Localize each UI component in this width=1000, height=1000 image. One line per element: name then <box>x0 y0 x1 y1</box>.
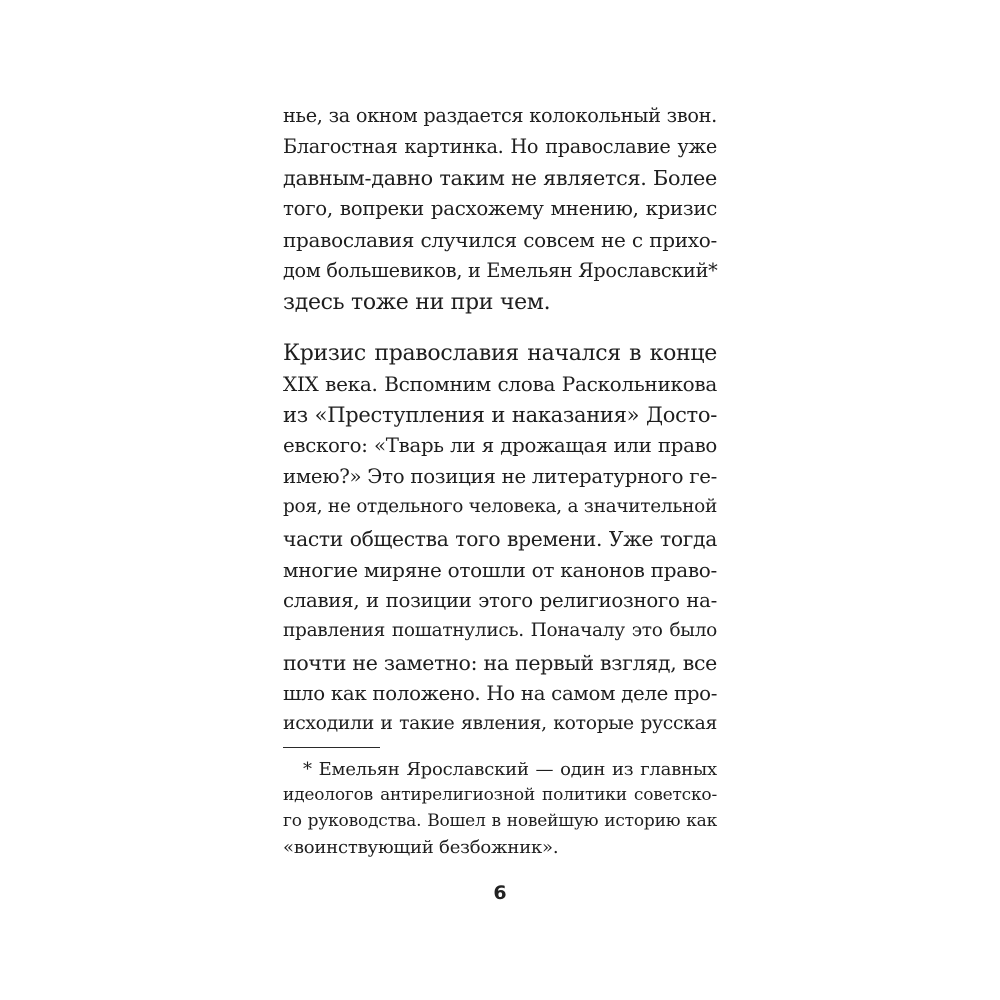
text-line: нье, за окном раздается колокольный звон. <box>283 104 717 127</box>
text-line: давным-давно таким не является. Более <box>283 166 717 190</box>
footnote-divider <box>283 747 380 748</box>
footnote-line: «воинствующий безбожник». <box>283 837 559 858</box>
text-line: шло как положено. Но на самом деле про- <box>283 682 718 705</box>
text-line: многие миряне отошли от канонов право- <box>283 558 717 582</box>
text-line: исходили и такие явления, которые русская <box>283 713 717 734</box>
footnote-line: идеологов антирелигиозной политики советско- <box>283 785 717 805</box>
text-line: евского: «Тварь ли я дрожащая или право <box>283 434 717 457</box>
footnote-line: * Емельян Ярославский — один из главных <box>303 759 717 780</box>
text-line: XIX века. Вспомним слова Раскольникова <box>283 372 717 396</box>
text-line: имею?» Это позиция не литературного ге- <box>283 465 717 488</box>
text-line: дом большевиков, и Емельян Ярославский* <box>283 259 718 282</box>
footnote-line: го руководства. Вошел в новейшую историю как <box>283 811 717 831</box>
text-line: правления пошатнулись. Поначалу это было <box>283 620 717 641</box>
text-line: здесь тоже ни при чем. <box>283 290 551 315</box>
text-line: роя, не отдельного человека, а значительной <box>283 496 717 517</box>
text-line: Кризис православия начался в конце <box>283 341 717 366</box>
text-line: того, вопреки расхожему мнению, кризис <box>283 197 717 220</box>
text-line: из «Преступления и наказания» Досто- <box>283 403 717 427</box>
page-number: 6 <box>493 882 507 904</box>
text-line: православия случился совсем не с прихо- <box>283 228 717 252</box>
text-line: части общества того времени. Уже тогда <box>283 527 717 551</box>
text-line: славия, и позиции этого религиозного на- <box>283 589 717 612</box>
text-line: Благостная картинка. Но православие уже <box>283 135 717 158</box>
text-line: почти не заметно: на первый взгляд, все <box>283 651 717 675</box>
